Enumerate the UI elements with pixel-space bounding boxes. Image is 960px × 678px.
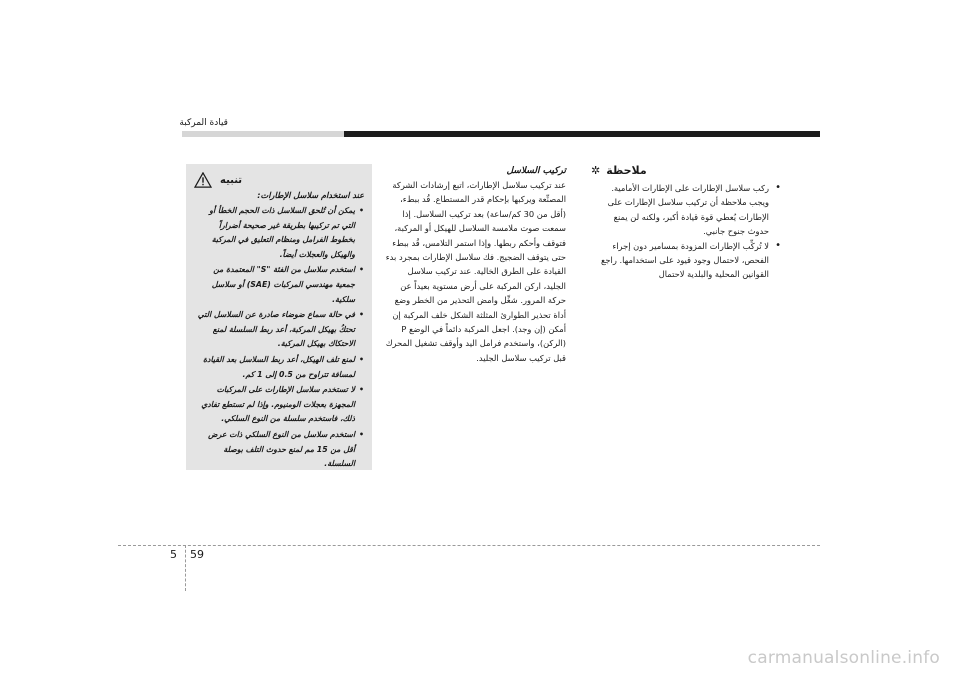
- warning-item: • استخدم سلاسل من النوع السلكي ذات عرض أقل من 15 مم لمنع حدوث التلف بوصلة السلسلة.: [194, 428, 364, 472]
- warning-item: • في حالة سماع ضوضاء صادرة عن السلاسل التي تحتكُ بهيكل المركبة، أعد ربط السلسلة لمنع الاحتكاك بهيكل المركبة.: [194, 308, 364, 352]
- asterisk-icon: ✲: [591, 164, 601, 177]
- warning-list: [194, 204, 364, 472]
- header-bar-gray: [182, 131, 344, 137]
- warning-item: • يمكن أن تُلحق السلاسل ذات الحجم الخطأ أو التي تم تركيبها بطريقة غير صحيحة أضراراً بخطوط الفرامل ومنظام التعليق في المركبة والهيكل والعجلات أيضاً.: [194, 204, 364, 262]
- chain-installation-heading: تركيب السلاسل: [506, 166, 566, 176]
- chain-installation-section: [383, 166, 566, 365]
- warning-item: • لا تستخدم سلاسل الإطارات على المركبات المجهزة بعجلات الومنيوم. وإذا لم تستطع تفادي ذلك، فاستخدم سلسلة من النوع السلكي.: [194, 383, 364, 427]
- notes-section: [591, 164, 781, 282]
- page-number: 59: [190, 548, 204, 561]
- chapter-number: 5: [170, 548, 177, 561]
- warning-triangle-icon: [194, 172, 212, 188]
- notes-list: [591, 181, 781, 282]
- warning-box: [186, 164, 372, 470]
- footer-divider: [185, 545, 186, 591]
- chain-installation-body: عند تركيب سلاسل الإطارات، اتبع إرشادات الشركة المصنِّعة ويركبها بإحكام قدر المستطاع. قُد ببطء، (أقل من 30 كم/ساعة) بعد تركيب السلاسل. إذا سمعت صوت ملامسة السلاسل للهيكل أو المركبة، فتوقف وأحكم ربطها. وإذا استمر التلامس، قُد ببطء حتى يتوقف الضجيج. فك سلاسل الإطارات بمجرد بدء القيادة على الطرق الخالية. عند تركيب سلاسل الجليد، اركن المركبة على أرض مستوية بعيداً عن حركة المرور. شغِّل وامض التحذير من الخطر وضع أداة تحذير الطوارئ المثلثة الشكل خلف المركبة إن أمكن (إن وجد). اجعل المركبة دائماً في الوضع P (الركن)، واستخدم فرامل اليد وأوقف تشغيل المحرك قبل تركيب سلاسل الجليد.: [385, 180, 566, 363]
- notes-heading-row: [591, 164, 781, 177]
- warning-item: • لمنع تلف الهيكل، أعد ربط السلاسل بعد القيادة لمسافة تتراوح من 0.5 إلى 1 كم.: [194, 353, 364, 382]
- header-bar-black: [344, 131, 820, 137]
- notes-heading: ملاحظة: [606, 164, 647, 177]
- watermark: carmanualsonline.info: [747, 648, 940, 668]
- warning-title: تنبيه: [220, 174, 243, 186]
- footer-rule: [118, 545, 820, 546]
- note-item: • لا تُركِّب الإطارات المزودة بمسامير دون إجراء الفحص، لاحتمال وجود قيود على استخدامها. راجع القوانين المحلية والبلدية لاحتمال: [591, 239, 781, 282]
- warning-title-row: [194, 172, 364, 188]
- warning-item: • استخدم سلاسل من الفئة "S" المعتمدة من جمعية مهندسي المركبات (SAE) أو سلاسل سلكية.: [194, 263, 364, 307]
- page-header-title: قيادة المركبة: [179, 118, 228, 128]
- warning-intro: عند استخدام سلاسل الإطارات:: [257, 190, 364, 200]
- note-item: • ركب سلاسل الإطارات على الإطارات الأمامية. ويجب ملاحظة أن تركيب سلاسل الإطارات على الإطارات يُعطي قوة قيادة أكبر، ولكنه لن يمنع حدوث جنوح جانبي.: [591, 181, 781, 239]
